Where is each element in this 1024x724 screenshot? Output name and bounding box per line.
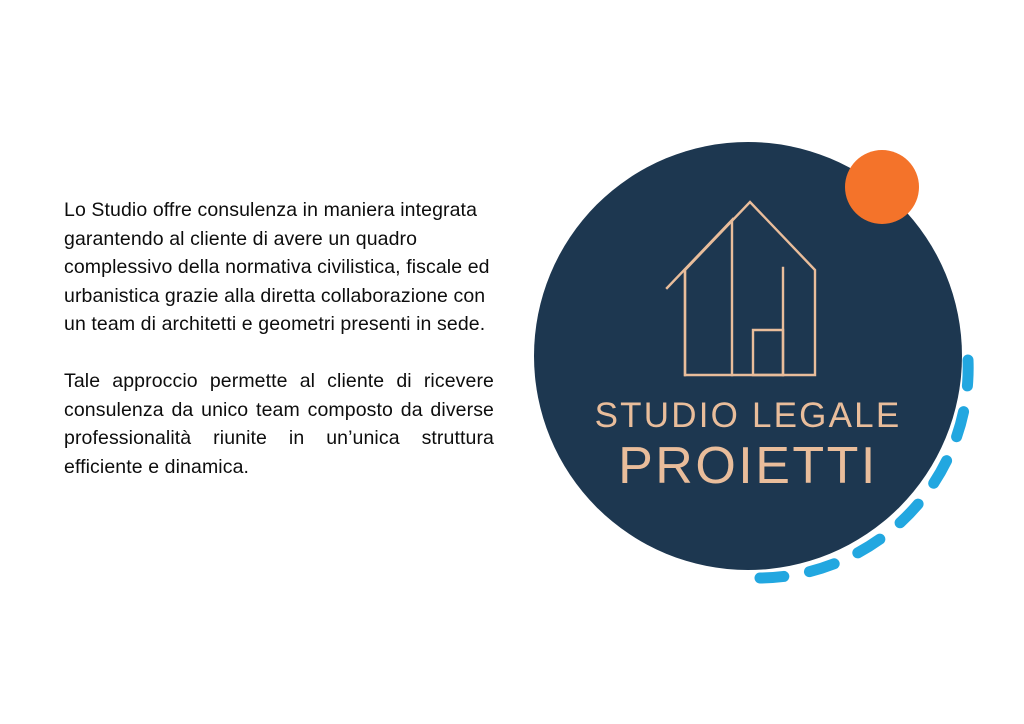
logo-lockup bbox=[520, 110, 990, 620]
orange-accent-dot bbox=[845, 150, 919, 224]
body-text-column bbox=[64, 196, 494, 481]
house-outline-icon bbox=[655, 170, 845, 400]
logo-line-1: STUDIO LEGALE bbox=[594, 396, 902, 435]
paragraph-2: Tale approccio permette al cliente di ricevere consulenza da unico team composto da diverse professionalità riunite in un’unica struttura efficiente e dinamica. bbox=[64, 369, 494, 478]
paragraph-1: Lo Studio offre consulenza in maniera integrata garantendo al cliente di avere un quadro complessivo della normativa civilistica, fiscale ed urbanistica grazie alla diretta collaborazione con un team di architetti e geometri presenti in sede. bbox=[64, 199, 490, 336]
logo-wordmark bbox=[534, 395, 962, 495]
logo-line-2: PROIETTI bbox=[618, 437, 878, 495]
